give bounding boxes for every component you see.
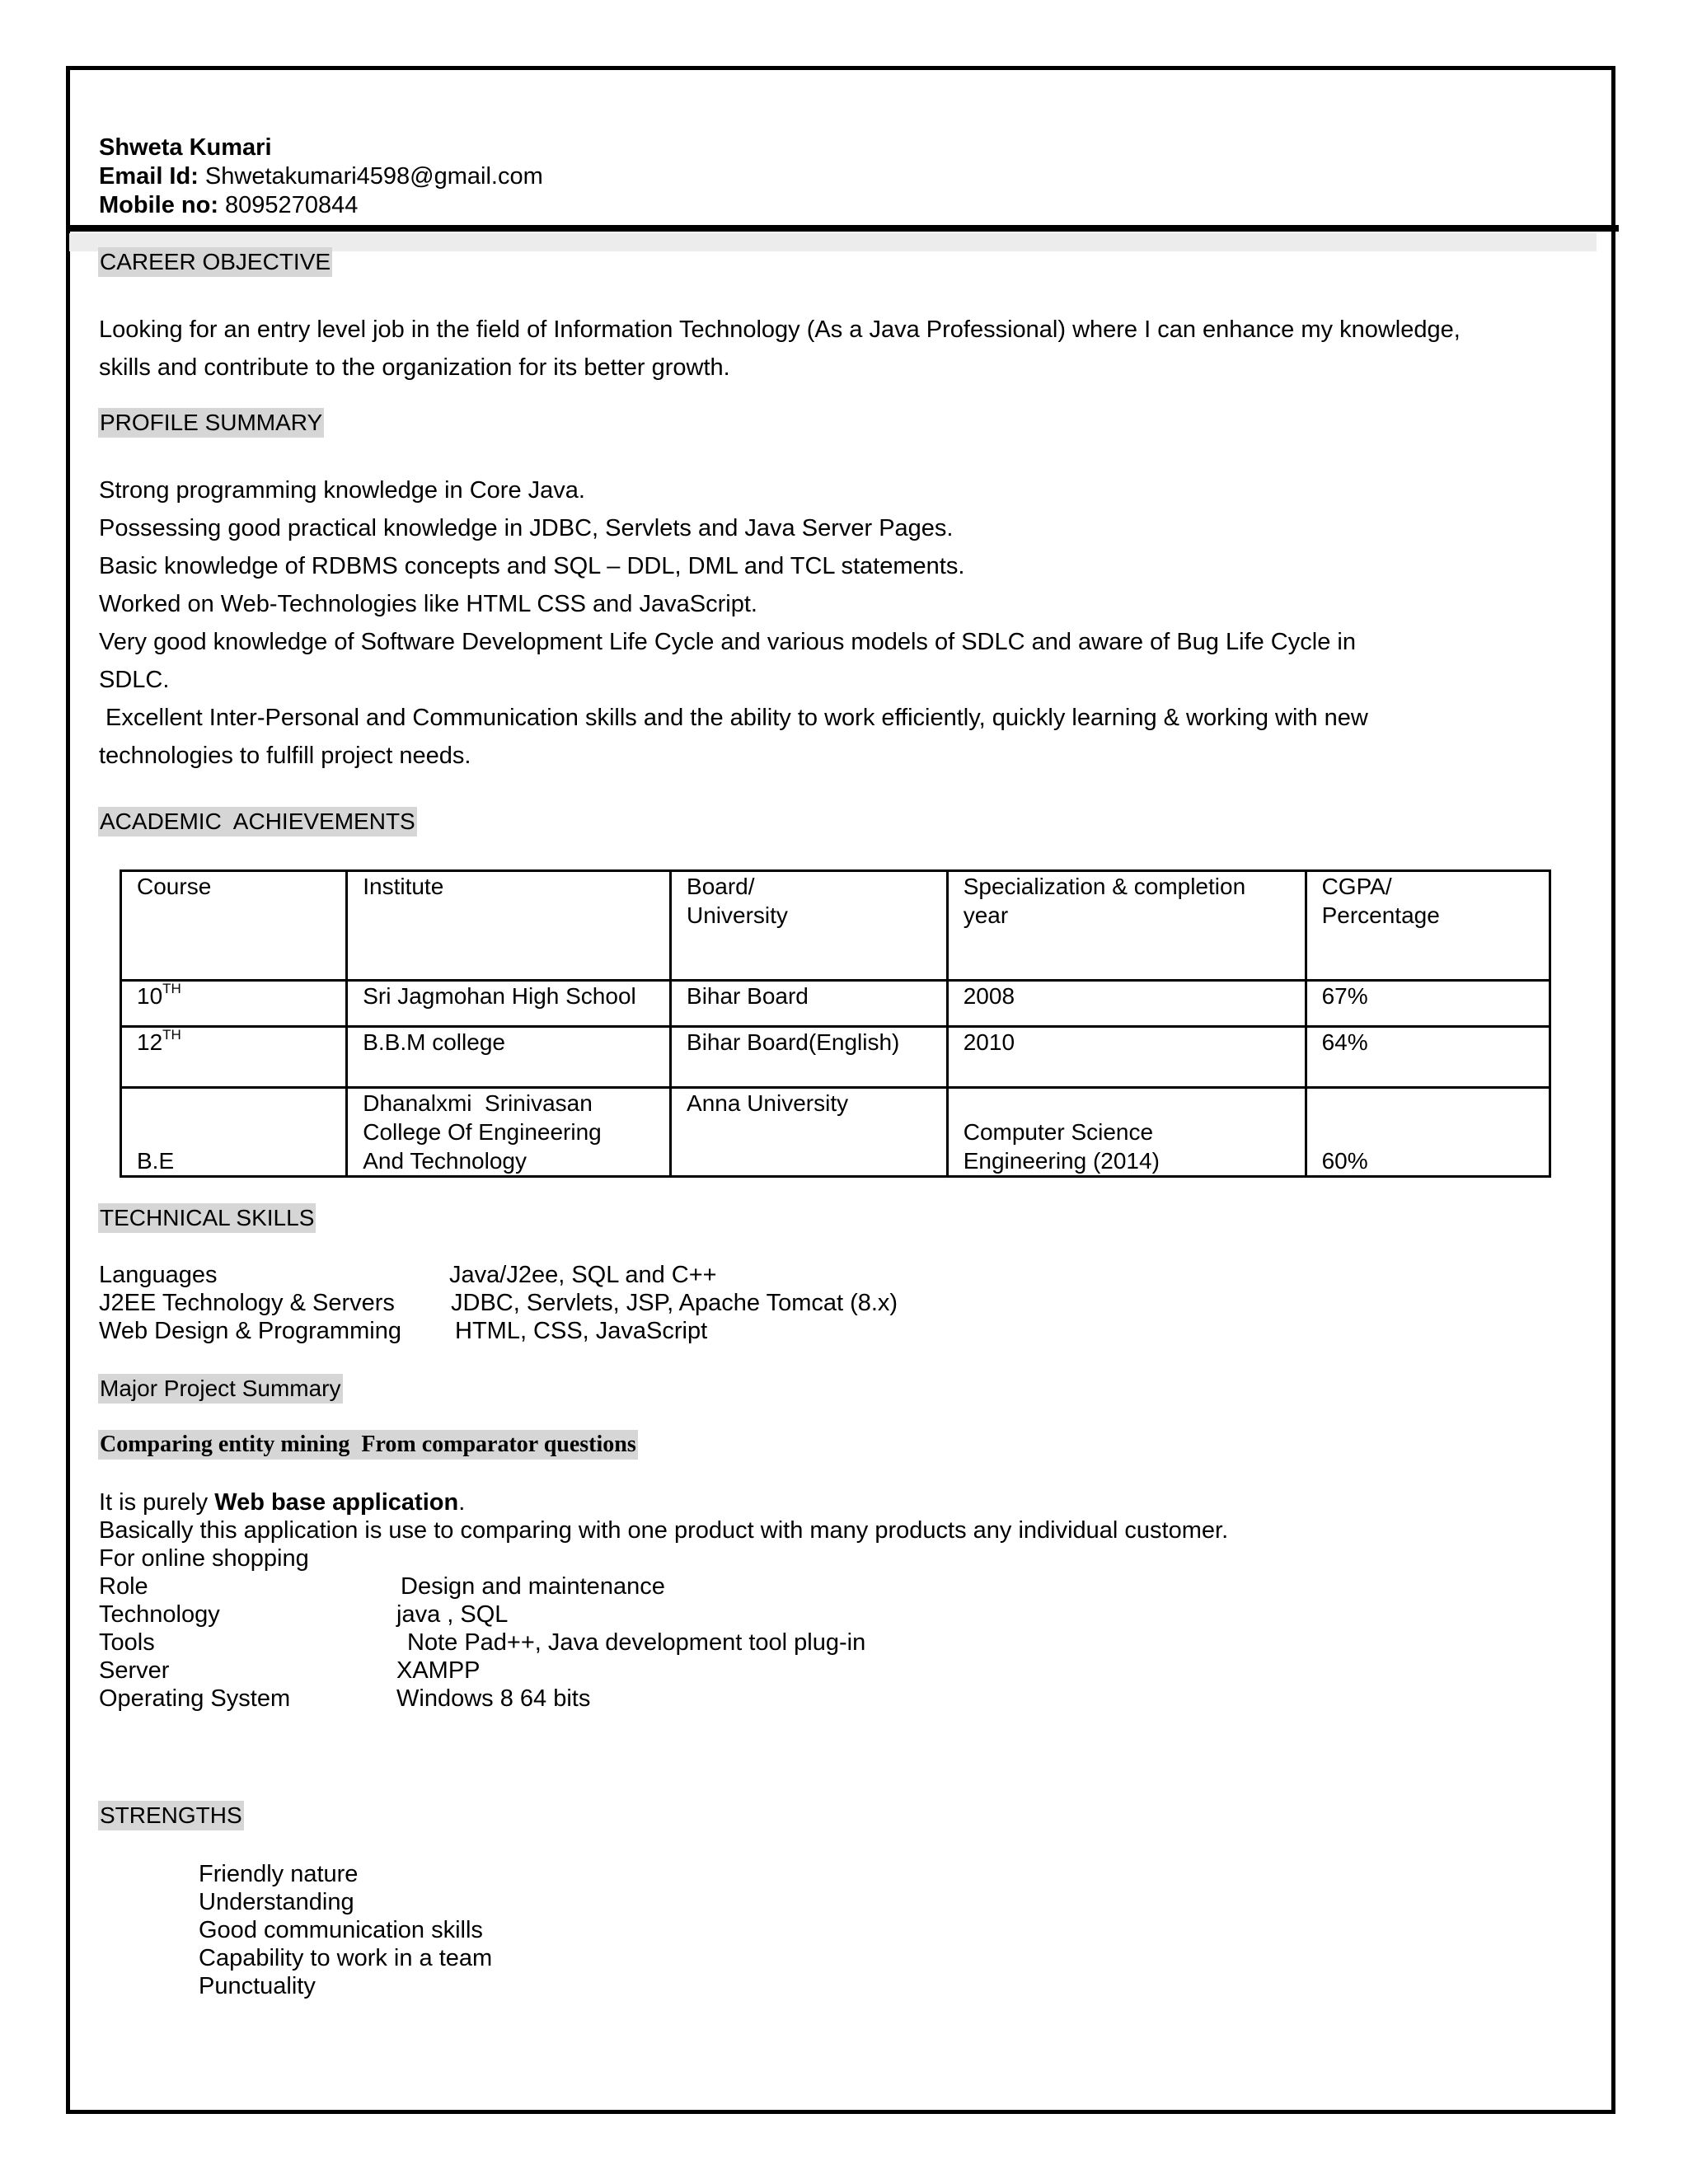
table-row: [121, 981, 1550, 1027]
project-intro-bold: Web base application: [214, 1489, 459, 1516]
cell-board: Bihar Board: [671, 981, 948, 1027]
email-line: [99, 162, 543, 190]
project-detail-value: java , SQL: [396, 1601, 509, 1628]
strength-item: Good communication skills: [199, 1917, 483, 1943]
skill-value: JDBC, Servlets, JSP, Apache Tomcat (8.x): [451, 1290, 898, 1316]
project-intro-prefix: It is purely: [99, 1489, 215, 1516]
cell-cgpa: 64%: [1306, 1027, 1550, 1088]
profile-summary-heading: PROFILE SUMMARY: [98, 408, 324, 438]
header-divider: [69, 225, 1619, 232]
profile-line: Worked on Web-Technologies like HTML CSS and JavaScript.: [99, 591, 757, 617]
strength-item: Punctuality: [199, 1973, 316, 1999]
profile-line: technologies to fulfill project needs.: [99, 743, 471, 769]
strengths-heading: STRENGTHS: [98, 1801, 244, 1830]
cell-course: 10TH: [121, 981, 347, 1027]
academic-heading: ACADEMIC ACHIEVEMENTS: [98, 807, 417, 837]
career-objective-line-2: skills and contribute to the organization for its better growth.: [99, 354, 730, 381]
strength-item: Capability to work in a team: [199, 1945, 493, 1971]
cell-institute: Dhanalxmi Srinivasan College Of Engineering And Technology: [347, 1088, 671, 1177]
table-row: [121, 1088, 1550, 1177]
strength-item: Understanding: [199, 1889, 354, 1915]
cell-specialization: 2008: [947, 981, 1306, 1027]
skill-value: Java/J2ee, SQL and C++: [449, 1262, 717, 1288]
cell-course: B.E: [121, 1088, 347, 1177]
technical-skills-heading: TECHNICAL SKILLS: [98, 1203, 316, 1233]
profile-line: Excellent Inter-Personal and Communication skills and the ability to work efficiently, quickly learning & working with new: [99, 705, 1368, 731]
table-header-row: [121, 871, 1550, 981]
project-detail-label: Server: [99, 1657, 170, 1684]
project-summary-heading: Major Project Summary: [98, 1374, 343, 1404]
cell-specialization: 2010: [947, 1027, 1306, 1088]
profile-line: SDLC.: [99, 667, 170, 693]
mobile-label: Mobile no:: [99, 192, 218, 218]
candidate-name: Shweta Kumari: [99, 134, 272, 161]
profile-line: Very good knowledge of Software Development Life Cycle and various models of SDLC and aware of Bug Life Cycle in: [99, 629, 1356, 655]
cell-board: Bihar Board(English): [671, 1027, 948, 1088]
project-detail-label: Tools: [99, 1629, 155, 1656]
header-specialization: Specialization & completion year: [947, 871, 1306, 981]
project-description: Basically this application is use to comparing with one product with many products any individual customer.: [99, 1517, 1229, 1544]
table-row: [121, 1027, 1550, 1088]
project-detail-label: Operating System: [99, 1685, 291, 1712]
skill-label: Languages: [99, 1262, 218, 1288]
cell-course: 12TH: [121, 1027, 347, 1088]
project-detail-value: XAMPP: [396, 1657, 481, 1684]
project-detail-value: Design and maintenance: [401, 1573, 665, 1600]
project-description: For online shopping: [99, 1545, 309, 1572]
header-institute: Institute: [347, 871, 671, 981]
email-label: Email Id:: [99, 163, 199, 190]
project-title: Comparing entity mining From comparator questions: [98, 1430, 638, 1460]
strength-item: Friendly nature: [199, 1861, 359, 1887]
skill-value: HTML, CSS, JavaScript: [455, 1318, 708, 1344]
skill-label: Web Design & Programming: [99, 1318, 401, 1344]
project-intro: [99, 1488, 465, 1516]
profile-line: Possessing good practical knowledge in JDBC, Servlets and Java Server Pages.: [99, 515, 954, 541]
project-intro-suffix: .: [458, 1489, 466, 1516]
profile-line: Basic knowledge of RDBMS concepts and SQL – DDL, DML and TCL statements.: [99, 553, 965, 579]
header-course: Course: [121, 871, 347, 981]
career-objective-line-1: Looking for an entry level job in the field of Information Technology (As a Java Professional) where I can enhance my knowledge,: [99, 316, 1461, 343]
cell-cgpa: 67%: [1306, 981, 1550, 1027]
project-detail-label: Role: [99, 1573, 148, 1600]
email-value: Shwetakumari4598@gmail.com: [204, 163, 543, 190]
cell-institute: B.B.M college: [347, 1027, 671, 1088]
project-detail-label: Technology: [99, 1601, 220, 1628]
header-board: Board/ University: [671, 871, 948, 981]
cell-specialization: Computer Science Engineering (2014): [947, 1088, 1306, 1177]
career-objective-heading: CAREER OBJECTIVE: [98, 247, 332, 277]
mobile-line: [99, 191, 358, 219]
academic-table: [120, 869, 1551, 1178]
cell-institute: Sri Jagmohan High School: [347, 981, 671, 1027]
mobile-value: 8095270844: [225, 192, 359, 218]
profile-line: Strong programming knowledge in Core Java.: [99, 477, 585, 504]
cell-cgpa: 60%: [1306, 1088, 1550, 1177]
project-detail-value: Windows 8 64 bits: [396, 1685, 591, 1712]
header-cgpa: CGPA/ Percentage: [1306, 871, 1550, 981]
cell-board: Anna University: [671, 1088, 948, 1177]
project-detail-value: Note Pad++, Java development tool plug-in: [407, 1629, 866, 1656]
skill-label: J2EE Technology & Servers: [99, 1290, 395, 1316]
